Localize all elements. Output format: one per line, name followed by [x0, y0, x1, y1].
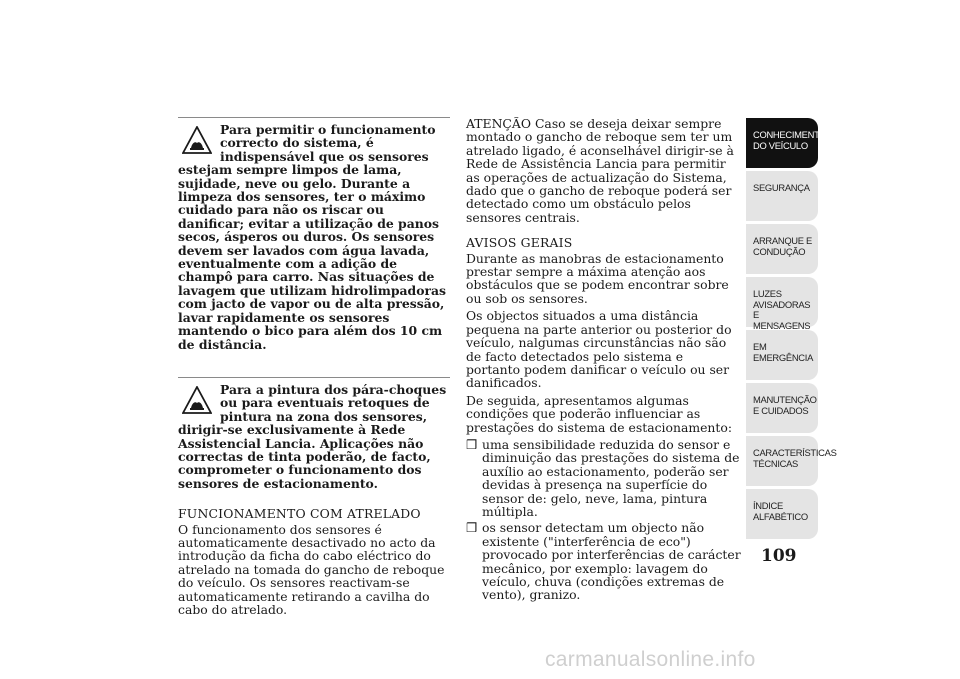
warning-text: Para a pintura dos pára-choques ou para eventuais retoques de pintura na zona dos sensores, dirigir-se exclusivamente à Rede Assistencial Lancia. Aplicações não correctas de tinta poderão, de facto, comprometer o funcionamento dos sensores de estacionamento. [178, 381, 447, 491]
tab-seguranca[interactable]: SEGURANÇA [746, 171, 818, 221]
tab-manutencao[interactable]: MANUTENÇÃO E CUIDADOS [746, 383, 818, 433]
warning-triangle-icon [182, 386, 212, 414]
tab-arranque-e-conducao[interactable]: ARRANQUE E CONDUÇÃO [746, 224, 818, 274]
list-item: ❒ uma sensibilidade reduzida do sensor e diminuição das prestações do sistema de auxílio ao estacionamento, poderão ser devidas à presença na superfície do sensor de: gelo, neve, lama, pintura múltipla. [466, 436, 740, 519]
divider [178, 377, 450, 378]
left-column [178, 117, 450, 620]
warning-block-painting [178, 383, 450, 490]
warning-triangle-icon [182, 126, 212, 154]
conditions-list [466, 438, 741, 602]
section-heading-trailer: FUNCIONAMENTO COM ATRELADO [178, 506, 421, 522]
tab-indice[interactable]: ÍNDICE ALFABÉTICO [746, 489, 818, 539]
chapter-tabs [746, 118, 837, 542]
warning-text: Para permitir o funcionamento correcto do sistema, é indispensável que os sensores estejam sempre limpos de lama, sujidade, neve ou gelo. Durante a limpeza dos sensores, ter o máximo cuidado para não os riscar ou danificar; evitar a utilização de panos secos, ásperos ou duros. Os sensores devem ser lavados com água lavada, eventualmente com a adição de champô para carro. Nas situações de lavagem que utilizam hidrolimpadoras com jacto de vapor ou de alta pressão, lavar rapidamente os sensores mantendo o bico para além dos 10 cm de distância. [178, 122, 446, 352]
paragraph: Durante as manobras de estacionamento prestar sempre a máxima atenção aos obstáculos que se podem encontrar sobre ou sob os sensores. [466, 250, 729, 306]
page-number: 109 [761, 546, 797, 566]
checkbox-bullet-icon: ❒ [466, 436, 478, 452]
list-item: ❒ os sensor detectam um objecto não existente ("interferência de eco") provocado por interferências de carácter mecânico, por exemplo: lavagem do veículo, chuva (condições extremas de vento), granizo. [466, 520, 741, 603]
right-column [466, 117, 741, 605]
paragraph: De seguida, apresentamos algumas condições que poderão influenciar as prestações do sistema de estacionamento: [466, 392, 733, 435]
attention-note: ATENÇÃO Caso se deseja deixar sempre montado o gancho de reboque sem ter um atrelado ligado, é aconselhável dirigir-se à Rede de Assistência Lancia para permitir as operações de actualização do Sistema, dado que o gancho de reboque poderá ser detectado como um obstáculo pelos sensores centrais. [466, 116, 734, 225]
watermark: carmanualsonline.info [545, 648, 756, 671]
divider [178, 117, 450, 118]
tab-luzes-avisadoras[interactable]: LUZES AVISADORAS E MENSAGENS [746, 277, 818, 327]
paragraph: Os objectos situados a uma distância pequena na parte anterior ou posterior do veículo, nalgumas circunstâncias não são de facto detectados pelo sistema e portanto podem danificar o veículo ou ser danificados. [466, 308, 732, 391]
section-heading-general: AVISOS GERAIS [466, 235, 573, 251]
tab-conhecimento-do-veiculo[interactable]: CONHECIMENTO DO VEÍCULO [746, 118, 818, 168]
tab-caracteristicas[interactable]: CARACTERÍSTICAS TÉCNICAS [746, 436, 818, 486]
paragraph: O funcionamento dos sensores é automaticamente desactivado no acto da introdução da ficha do cabo eléctrico do atrelado na tomada do gancho de reboque do veículo. Os sensores reactivam-se automaticamente retirando a cavilha do cabo do atrelado. [178, 521, 445, 617]
checkbox-bullet-icon: ❒ [466, 520, 478, 536]
tab-em-emergencia[interactable]: EM EMERGÊNCIA [746, 330, 818, 380]
warning-block-cleaning [178, 123, 450, 351]
